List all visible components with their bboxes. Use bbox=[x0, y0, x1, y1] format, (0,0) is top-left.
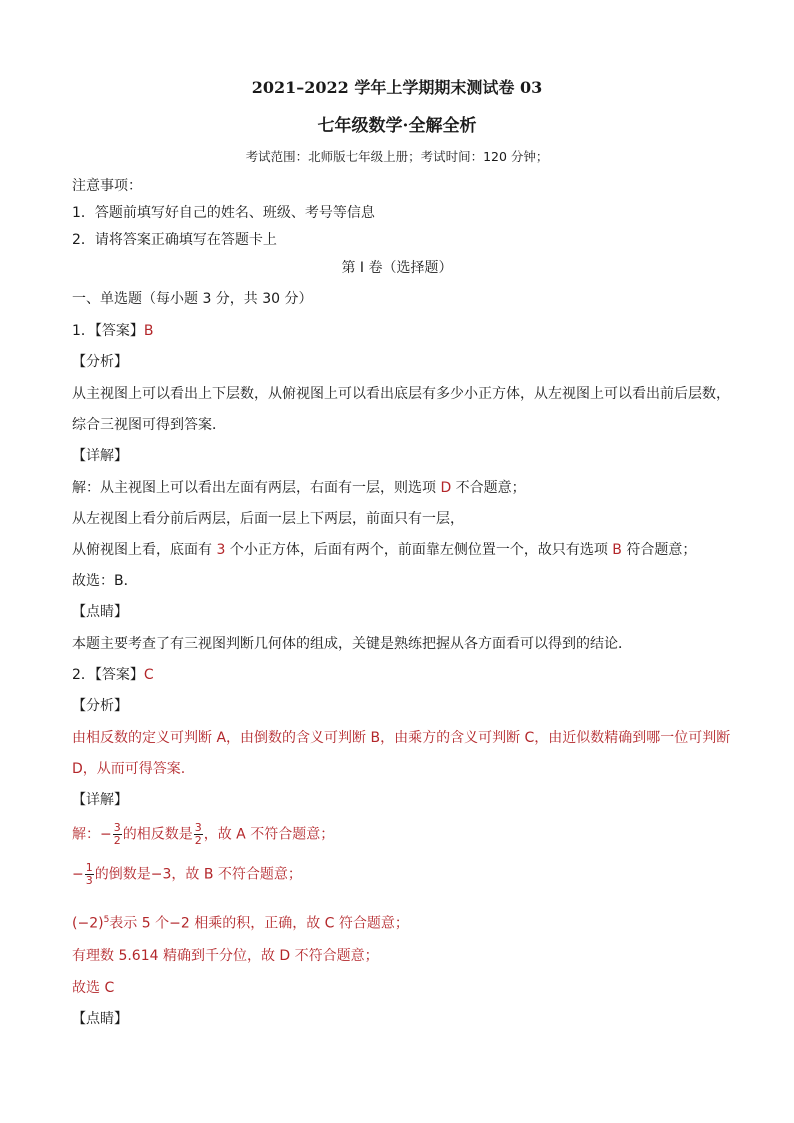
q1-count: 3 bbox=[216, 542, 226, 558]
q2-l1-prefix: 解：− bbox=[72, 826, 112, 843]
q2-analysis-2: D，从而可得答案. bbox=[72, 761, 186, 777]
q1-option-b: B bbox=[612, 542, 622, 558]
frac-num: 3 bbox=[113, 821, 121, 834]
q2-l3-end: 表示 5 个−2 相乘的积，正确，故 C 符合题意； bbox=[109, 915, 409, 932]
q1-detail-tag: 【详解】 bbox=[72, 448, 128, 464]
q2-l1-end: ，故 A 不符合题意； bbox=[203, 826, 335, 843]
fraction-3-2-b bbox=[194, 822, 203, 847]
fraction-3-2 bbox=[113, 822, 122, 847]
q2-l2-prefix: − bbox=[72, 866, 84, 883]
q2-analysis-tag: 【分析】 bbox=[72, 698, 128, 714]
q2-power-exponent: 5 bbox=[103, 915, 110, 925]
frac-den: 3 bbox=[85, 874, 93, 887]
q1-answer-line bbox=[72, 321, 154, 341]
q2-answer: C bbox=[143, 667, 154, 683]
q1-answer: B bbox=[143, 323, 154, 339]
q1-detail-1 bbox=[72, 478, 526, 498]
note-item-1: 1．答题前填写好自己的姓名、班级、考号等信息 bbox=[72, 205, 375, 221]
q1-detail-1-end: 不合题意； bbox=[451, 480, 526, 496]
q2-detail-tag: 【详解】 bbox=[72, 792, 128, 808]
notes-heading: 注意事项： bbox=[72, 178, 142, 194]
frac-num: 3 bbox=[194, 821, 202, 834]
q2-l1-mid: 的相反数是 bbox=[122, 826, 193, 843]
doc-subtitle: 七年级数学·全解全析 bbox=[317, 116, 477, 136]
q2-analysis-1: 由相反数的定义可判断 A，由倒数的含义可判断 B，由乘方的含义可判断 C，由近似数精确到哪一位可判断 bbox=[72, 730, 731, 746]
q2-l2-end: 的倒数是−3，故 B 不符合题意； bbox=[94, 866, 302, 883]
q1-analysis-2: 综合三视图可得到答案． bbox=[72, 417, 226, 433]
q1-option-d: D bbox=[440, 480, 452, 496]
q1-detail-3 bbox=[72, 540, 696, 560]
doc-title: 2021–2022 学年上学期期末测试卷 03 bbox=[251, 78, 543, 97]
q2-detail-2 bbox=[72, 862, 302, 887]
frac-den: 2 bbox=[113, 834, 121, 847]
q1-choice: 故选：B． bbox=[72, 573, 138, 589]
q1-analysis-tag: 【分析】 bbox=[72, 354, 128, 370]
q1-label: 1．【答案】 bbox=[72, 323, 144, 339]
volume-heading: 第 I 卷（选择题） bbox=[341, 260, 453, 276]
q1-detail-3-mid: 个小正方体，后面有两个，前面靠左侧位置一个，故只有选项 bbox=[225, 542, 613, 558]
q2-detail-4: 有理数 5.614 精确到千分位，故 D 不符合题意； bbox=[72, 948, 379, 964]
q2-detail-1 bbox=[72, 822, 334, 847]
note-item-2: 2．请将答案正确填写在答题卡上 bbox=[72, 232, 277, 248]
frac-num: 1 bbox=[85, 861, 93, 874]
q2-answer-line bbox=[72, 665, 154, 685]
q1-point-tag: 【点睛】 bbox=[72, 604, 128, 620]
q2-label: 2．【答案】 bbox=[72, 667, 144, 683]
q1-detail-1-text: 解：从主视图上可以看出左面有两层，右面有一层，则选项 bbox=[72, 480, 441, 496]
section-heading: 一、单选题（每小题 3 分，共 30 分） bbox=[72, 291, 313, 307]
exam-info: 考试范围：北师版七年级上册；考试时间：120 分钟； bbox=[245, 149, 549, 164]
q1-point: 本题主要考查了有三视图判断几何体的组成，关键是熟练把握从各方面看可以得到的结论． bbox=[72, 636, 632, 652]
q2-point-tag: 【点睛】 bbox=[72, 1011, 128, 1027]
q1-detail-3-end: 符合题意； bbox=[621, 542, 697, 558]
q1-detail-2: 从左视图上看分前后两层，后面一层上下两层，前面只有一层， bbox=[72, 511, 464, 527]
q2-detail-3 bbox=[72, 910, 409, 934]
q1-analysis-1: 从主视图上可以看出上下层数，从俯视图上可以看出底层有多少小正方体，从左视图上可以看出前后层数， bbox=[72, 386, 730, 402]
fraction-1-3 bbox=[85, 862, 94, 887]
q2-power-base: (−2) bbox=[72, 915, 104, 932]
frac-den: 2 bbox=[194, 834, 202, 847]
q1-detail-3-text: 从俯视图上看，底面有 bbox=[72, 542, 217, 558]
q2-choice: 故选 C bbox=[72, 980, 115, 996]
